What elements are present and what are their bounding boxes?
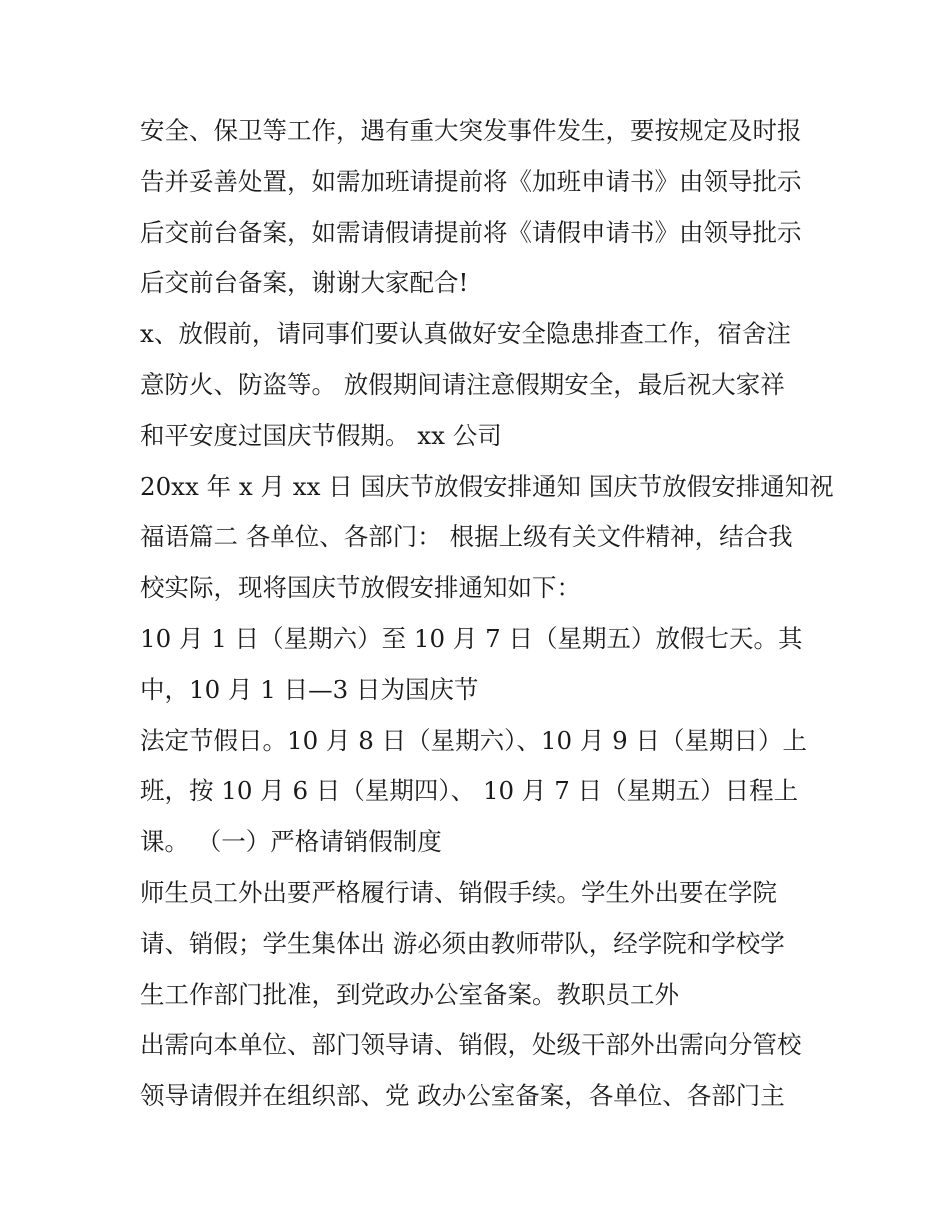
text-line: 告并妥善处置，如需加班请提前将《加班申请书》由领导批示 [140,166,802,196]
text-line: 福语篇二 各单位、各部门： 根据上级有关文件精神，结合我 [140,522,793,552]
text-line: 安全、保卫等工作，遇有重大突发事件发生，要按规定及时报 [140,116,802,145]
text-line: 后交前台备案，谢谢大家配合! [140,268,469,298]
text-line: 出需向本单位、部门领导请、销假，处级干部外出需向分管校 [140,1030,802,1060]
text-line: 后交前台备案，如需请假请提前将《请假申请书》由领导批示 [140,217,802,247]
text-line: 20xx 年 x 月 xx 日 国庆节放假安排通知 国庆节放假安排通知祝 [140,471,834,501]
text-line: 领导请假并在组织部、党 政办公室备案，各单位、各部门主 [140,1081,785,1111]
text-line: 课。 （一）严格请销假制度 [140,827,442,857]
text-line: x、放假前，请同事们要认真做好安全隐患排查工作，宿舍注 [140,319,791,349]
text-line: 生工作部门批准，到党政办公室备案。教职员工外 [140,979,679,1009]
text-line: 中，10 月 1 日—3 日为国庆节 [140,674,479,704]
text-line: 请、销假；学生集体出 游必须由教师带队，经学院和学校学 [140,928,785,958]
text-line: 师生员工外出要严格履行请、销假手续。学生外出要在学院 [140,877,777,907]
text-line: 10 月 1 日（星期六）至 10 月 7 日（星期五）放假七天。其 [140,623,803,653]
text-line: 校实际，现将国庆节放假安排通知如下： [140,573,581,603]
document-body [140,106,834,1122]
text-line: 法定节假日。10 月 8 日（星期六）、10 月 9 日（星期日）上 [140,725,808,755]
text-line: 班，按 10 月 6 日（星期四）、 10 月 7 日（星期五）日程上 [140,776,799,806]
text-line: 和平安度过国庆节假期。 xx 公司 [140,420,502,450]
text-line: 意防火、防盗等。 放假期间请注意假期安全，最后祝大家祥 [140,369,785,399]
